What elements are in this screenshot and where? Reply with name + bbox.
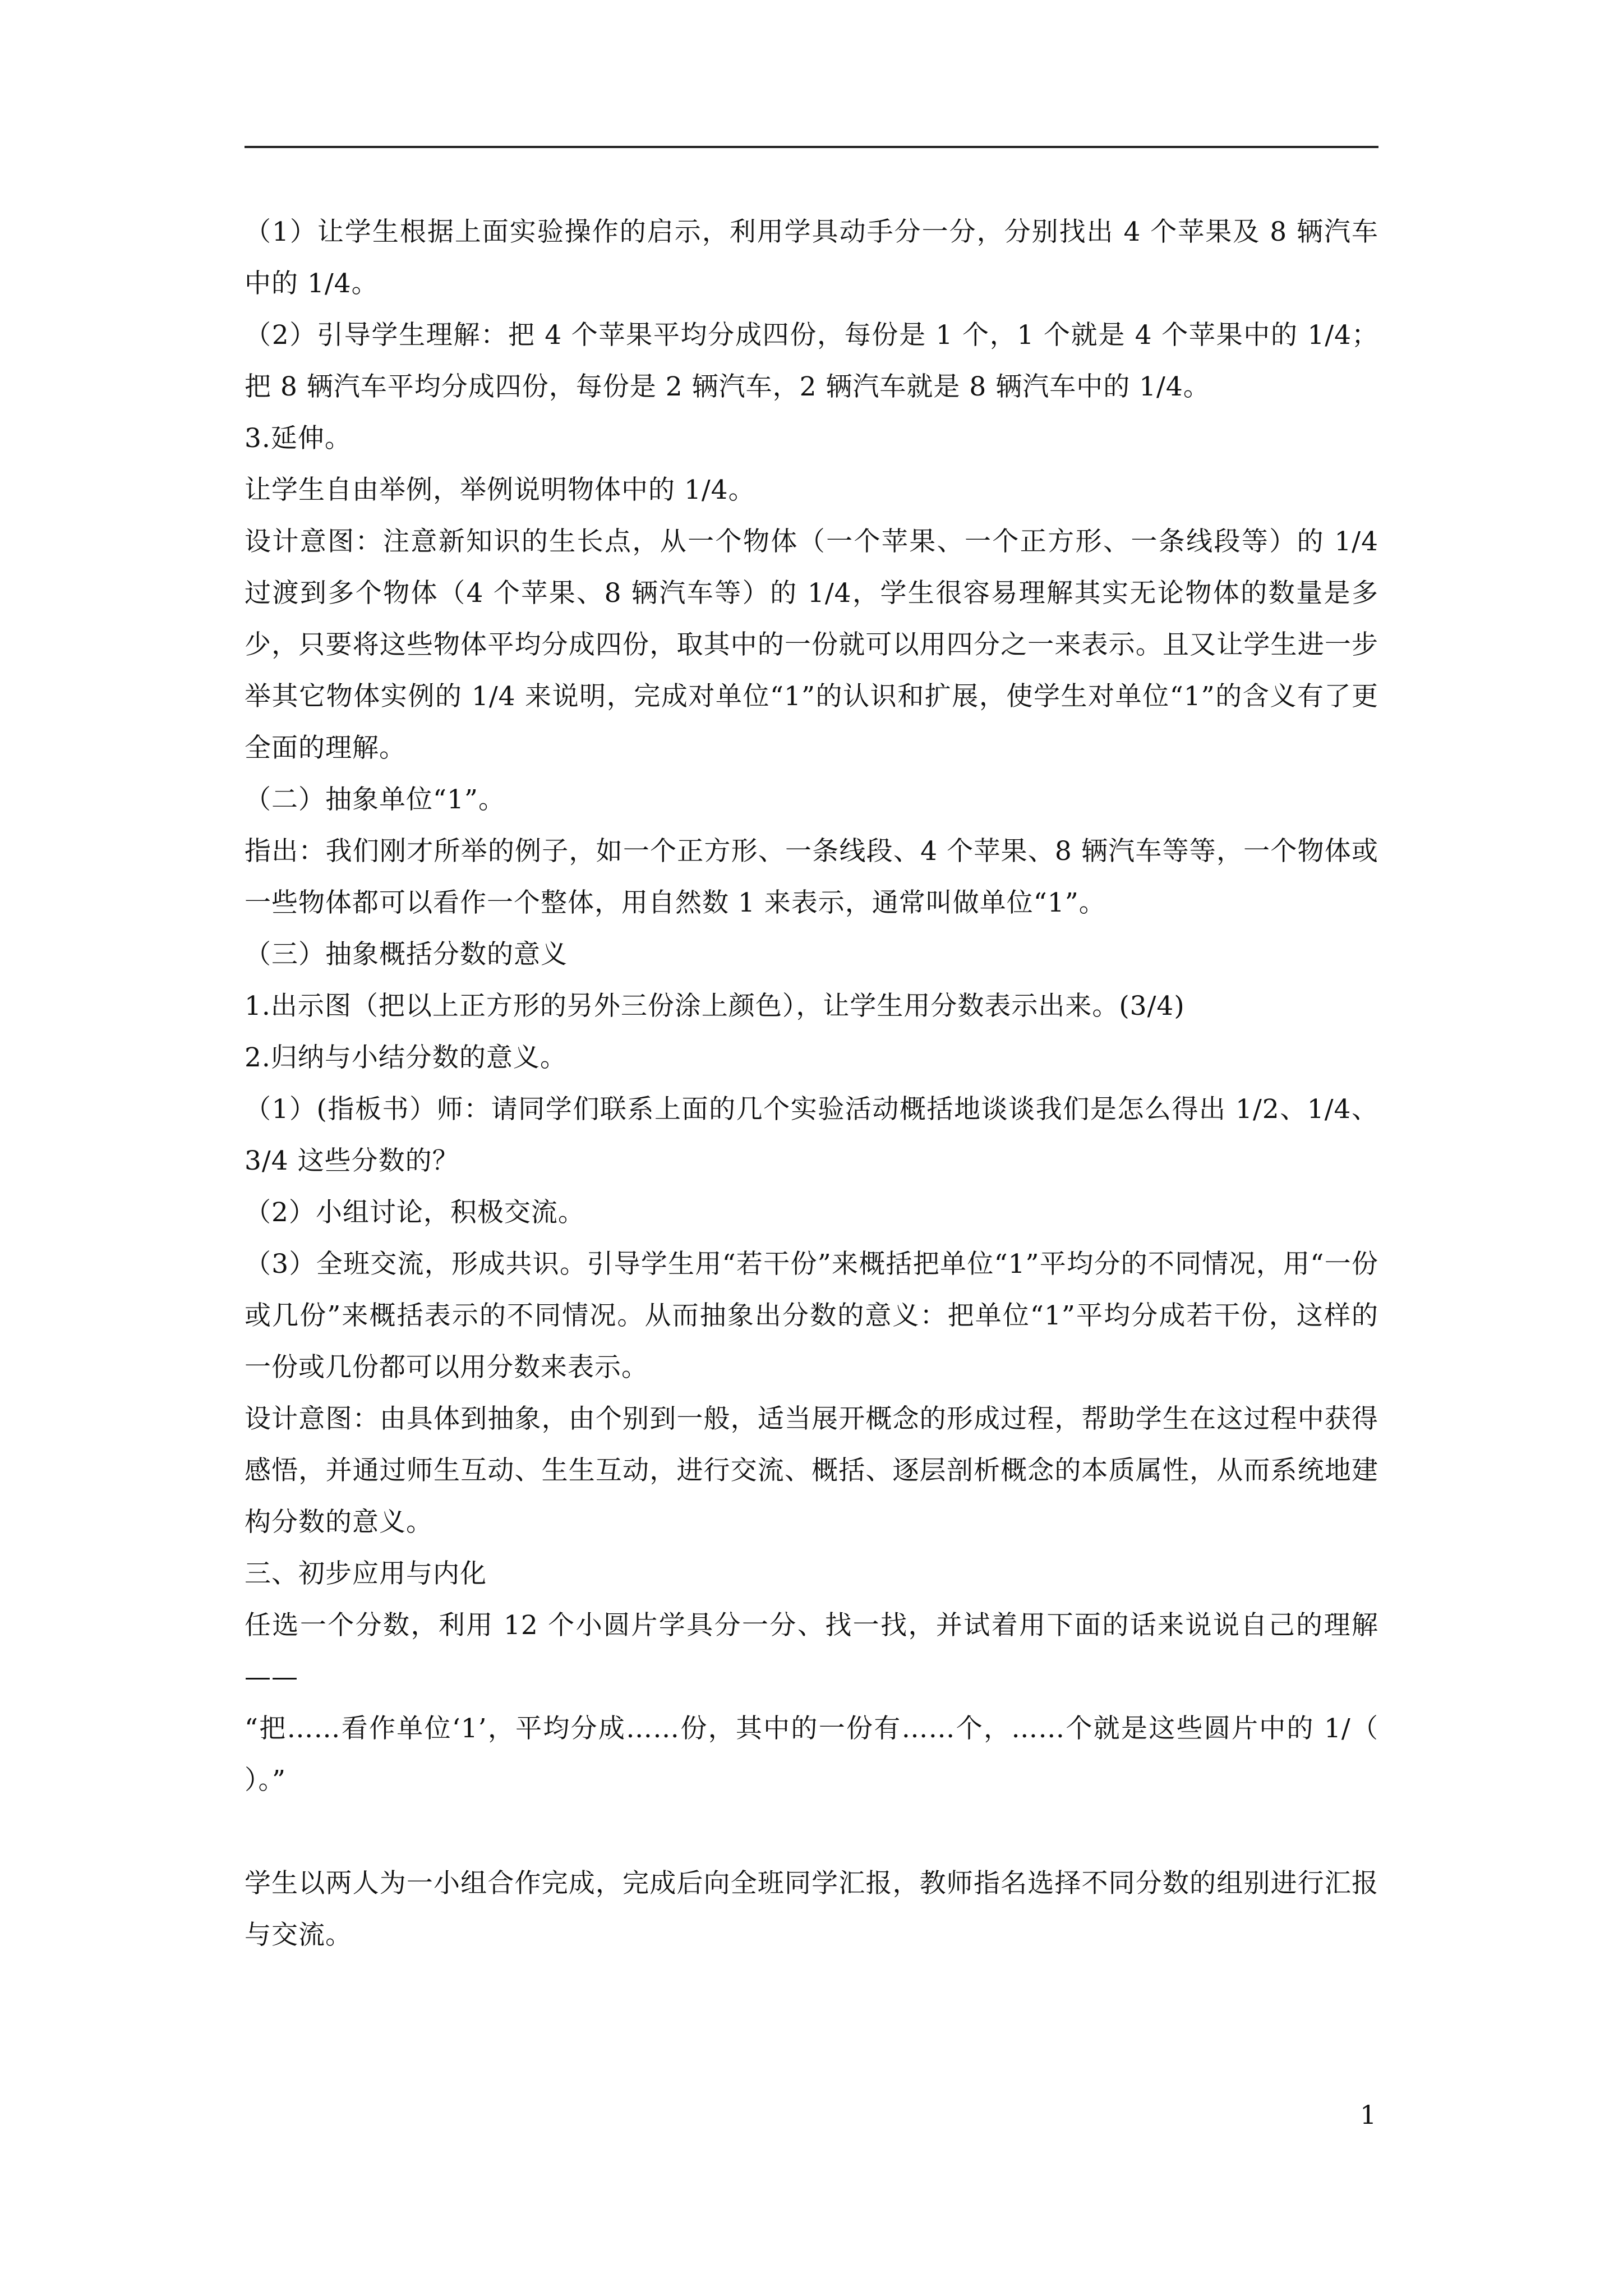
heading-abstract-unit-one: （二）抽象单位“1”。 — [245, 784, 505, 815]
page-number: 1 — [1360, 2100, 1377, 2130]
paragraph-point-out: 指出：我们刚才所举的例子，如一个正方形、一条线段、4 个苹果、8 辆汽车等等，一个物体或一些物体都可以看作一个整体，用自然数 1 来表示，通常叫做单位“1”。 — [245, 836, 1378, 918]
paragraph-teacher-question: （1）(指板书）师：请同学们联系上面的几个实验活动概括地谈谈我们是怎么得出 1/2、1/4、3/4 这些分数的？ — [245, 1094, 1378, 1176]
paragraph-class-consensus: （3）全班交流，形成共识。引导学生用“若干份”来概括把单位“1”平均分的不同情况，用“一份或几份”来概括表示的不同情况。从而抽象出分数的意义：把单位“1”平均分成若干份，这样的一份或几份都可以用分数来表示。 — [245, 1249, 1378, 1383]
document-body — [245, 206, 1432, 1961]
header-rule — [245, 146, 1378, 148]
paragraph-free-examples: 让学生自由举例，举例说明物体中的 1/4。 — [245, 475, 755, 505]
paragraph-sentence-template: “把……看作单位‘1’，平均分成……份，其中的一份有……个，……个就是这些圆片中的 1/（ ）。” — [245, 1713, 1432, 1796]
paragraph-pair-work: 学生以两人为一小组合作完成，完成后向全班同学汇报，教师指名选择不同分数的组别进行汇报与交流。 — [245, 1868, 1378, 1950]
paragraph-practice-1: （1）让学生根据上面实验操作的启示，利用学具动手分一分，分别找出 4 个苹果及 8 辆汽车中的 1/4。 — [245, 217, 1378, 299]
heading-application: 三、初步应用与内化 — [245, 1558, 487, 1589]
paragraph-choose-fraction: 任选一个分数，利用 12 个小圆片学具分一分、找一找，并试着用下面的话来说说自己的理解—— — [245, 1610, 1378, 1692]
paragraph-show-figure: 1.出示图（把以上正方形的另外三份涂上颜色），让学生用分数表示出来。(3/4) — [245, 991, 1185, 1022]
paragraph-gap — [245, 1806, 1378, 1858]
paragraph-design-intent-2: 设计意图：由具体到抽象，由个别到一般，适当展开概念的形成过程，帮助学生在这过程中获得感悟，并通过师生互动、生生互动，进行交流、概括、逐层剖析概念的本质属性，从而系统地建构分数的意义。 — [245, 1404, 1378, 1538]
paragraph-summary: 2.归纳与小结分数的意义。 — [245, 1042, 567, 1073]
heading-fraction-meaning: （三）抽象概括分数的意义 — [245, 939, 568, 970]
paragraph-design-intent-1: 设计意图：注意新知识的生长点，从一个物体（一个苹果、一个正方形、一条线段等）的 1/4 过渡到多个物体（4 个苹果、8 辆汽车等）的 1/4，学生很容易理解其实无论物体的数量是多少，只要将这些物体平均分成四份，取其中的一份就可以用四分之一来表示。且又让学生进一步举其它物体实例的 1/4 来说明，完成对单位“1”的认识和扩展，使学生对单位“1”的含义有了更全面的理解。 — [245, 526, 1378, 763]
paragraph-group-discussion: （2）小组讨论，积极交流。 — [245, 1197, 585, 1228]
heading-extension: 3.延伸。 — [245, 423, 352, 454]
paragraph-practice-2: （2）引导学生理解：把 4 个苹果平均分成四份，每份是 1 个，1 个就是 4 个苹果中的 1/4；把 8 辆汽车平均分成四份，每份是 2 辆汽车，2 辆汽车就是 8 辆汽车中的 1/4。 — [245, 320, 1378, 402]
